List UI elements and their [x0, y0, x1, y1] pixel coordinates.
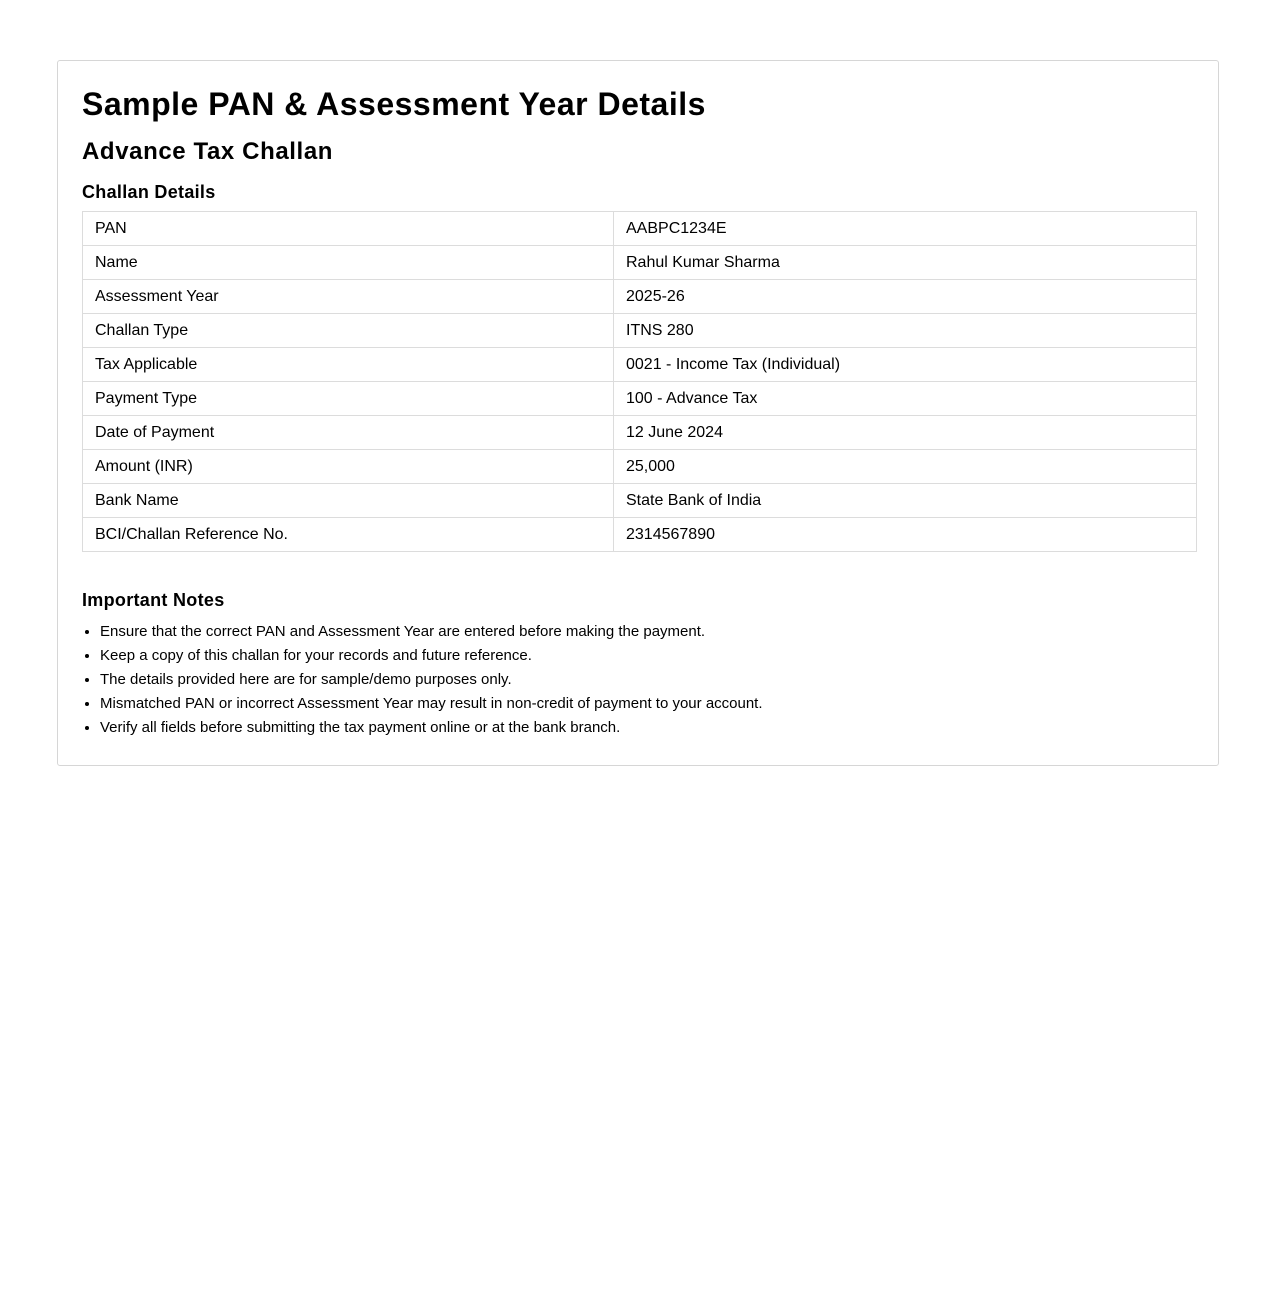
row-value-date-of-payment: 12 June 2024 [614, 416, 1197, 450]
page-subtitle: Advance Tax Challan [82, 138, 334, 165]
table-row [83, 246, 1197, 280]
table-row [83, 382, 1197, 416]
row-label-name: Name [83, 246, 614, 280]
row-label-challan-type: Challan Type [83, 314, 614, 348]
row-value-name: Rahul Kumar Sharma [614, 246, 1197, 280]
row-label-tax-applicable: Tax Applicable [83, 348, 614, 382]
list-item: • Verify all fields before submitting the tax payment online or at the bank branch. [100, 716, 1180, 740]
document-card [57, 60, 1219, 766]
row-value-pan: AABPC1234E [614, 212, 1197, 246]
row-value-assessment-year: 2025-26 [614, 280, 1197, 314]
important-notes-heading: Important Notes [82, 590, 225, 610]
table-row [83, 314, 1197, 348]
table-row [83, 212, 1197, 246]
table-row [83, 416, 1197, 450]
row-value-challan-type: ITNS 280 [614, 314, 1197, 348]
row-value-bank-name: State Bank of India [614, 484, 1197, 518]
table-row [83, 280, 1197, 314]
challan-details-heading: Challan Details [82, 182, 216, 202]
table-row [83, 484, 1197, 518]
row-value-payment-type: 100 - Advance Tax [614, 382, 1197, 416]
row-label-bank-name: Bank Name [83, 484, 614, 518]
table-row [83, 518, 1197, 552]
list-item: • The details provided here are for sample/demo purposes only. [100, 668, 1180, 692]
list-item: • Keep a copy of this challan for your records and future reference. [100, 644, 1180, 668]
table-row [83, 348, 1197, 382]
row-value-amount: 25,000 [614, 450, 1197, 484]
row-label-reference-no: BCI/Challan Reference No. [83, 518, 614, 552]
row-label-assessment-year: Assessment Year [83, 280, 614, 314]
row-label-payment-type: Payment Type [83, 382, 614, 416]
list-item: • Ensure that the correct PAN and Assessment Year are entered before making the payment. [100, 620, 1180, 644]
row-label-date-of-payment: Date of Payment [83, 416, 614, 450]
page-title: Sample PAN & Assessment Year Details [82, 86, 706, 122]
row-value-reference-no: 2314567890 [614, 518, 1197, 552]
challan-details-table [82, 211, 1197, 552]
important-notes-list [100, 620, 1180, 740]
row-value-tax-applicable: 0021 - Income Tax (Individual) [614, 348, 1197, 382]
table-row [83, 450, 1197, 484]
row-label-amount: Amount (INR) [83, 450, 614, 484]
row-label-pan: PAN [83, 212, 614, 246]
list-item: • Mismatched PAN or incorrect Assessment Year may result in non-credit of payment to your account. [100, 692, 1180, 716]
